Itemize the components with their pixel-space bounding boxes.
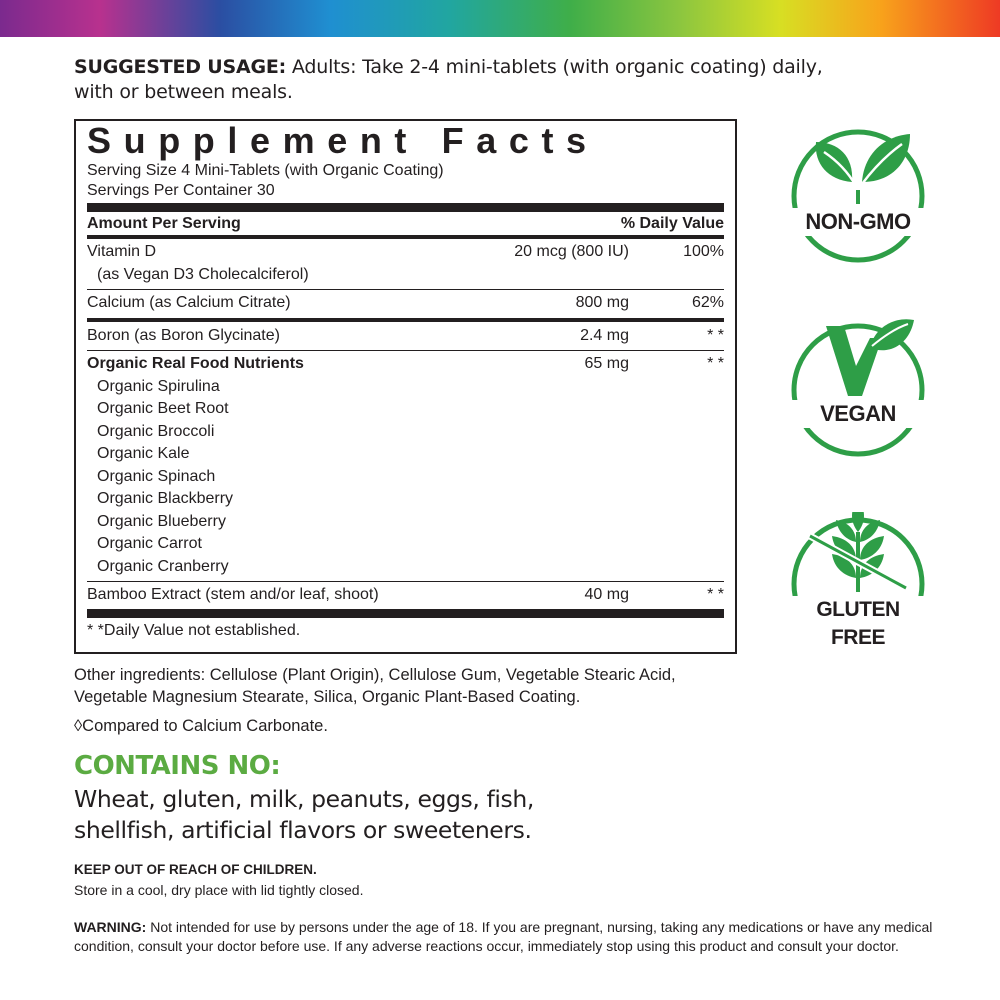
organic-item: Organic Beet Root <box>97 400 229 417</box>
organic-item: Organic Broccoli <box>97 422 215 440</box>
suggested-usage-text: Adults: Take 2-4 mini-tablets (with organic coating) daily, with or between meals. <box>74 56 823 103</box>
organic-item: Organic Spinach <box>97 467 216 485</box>
nutrient-amount: 800 mg <box>575 294 629 311</box>
amount-per-serving-header: Amount Per Serving <box>87 215 241 232</box>
nutrient-name: Vitamin D <box>87 243 157 260</box>
other-ingredients: Other ingredients: Cellulose (Plant Origin), Cellulose Gum, Vegetable Stearic Acid, Vegetable Magnesium Stearate, Silica, Organic Plant-Based Coating. <box>74 666 676 706</box>
gluten-free-badge <box>788 512 928 652</box>
organic-item: Organic Carrot <box>97 535 202 552</box>
organic-item: Organic Spirulina <box>97 377 220 395</box>
nutrient-subname: (as Vegan D3 Cholecalciferol) <box>97 265 309 283</box>
vegan-v-leaf-icon <box>788 318 928 458</box>
nutrient-row-boron <box>87 322 724 348</box>
nutrient-name: Boron (as Boron Glycinate) <box>87 326 280 344</box>
vegan-label: VEGAN <box>788 400 928 428</box>
serving-size: Serving Size 4 Mini-Tablets (with Organic Coating) <box>87 162 444 179</box>
nutrient-amount: 20 mcg (800 IU) <box>514 243 629 260</box>
storage-text: Store in a cool, dry place with lid tightly closed. <box>74 882 364 898</box>
servings-per-container: Servings Per Container 30 <box>87 182 275 199</box>
supplement-facts-panel <box>74 119 737 654</box>
organic-item: Organic Cranberry <box>97 557 229 575</box>
warning-label: WARNING: <box>74 919 147 935</box>
compared-note: ◊Compared to Calcium Carbonate. <box>74 717 328 735</box>
nutrient-dv: * * <box>707 586 724 603</box>
contains-no-text: Wheat, gluten, milk, peanuts, eggs, fish, shellfish, artificial flavors or sweeteners. <box>74 785 534 844</box>
daily-value-footnote: * *Daily Value not established. <box>87 621 301 639</box>
nutrient-amount: 65 mg <box>584 355 629 372</box>
keep-out-heading: KEEP OUT OF REACH OF CHILDREN. <box>74 862 317 877</box>
organic-item: Organic Kale <box>97 445 190 462</box>
nutrient-row-organic <box>87 351 724 578</box>
vegan-badge <box>788 318 928 458</box>
nutrient-amount: 40 mg <box>584 586 629 603</box>
nutrient-row-bamboo <box>87 582 724 607</box>
thick-divider <box>87 609 724 618</box>
nutrient-dv: * * <box>707 355 724 372</box>
nutrient-dv: 100% <box>683 243 724 260</box>
nutrient-amount: 2.4 mg <box>580 326 629 344</box>
non-gmo-label: NON-GMO <box>788 208 928 236</box>
facts-header-row <box>87 212 724 235</box>
nutrient-dv: 62% <box>691 294 724 311</box>
suggested-usage-label: SUGGESTED USAGE: <box>74 56 287 78</box>
organic-item: Organic Blackberry <box>97 490 234 507</box>
suggested-usage <box>74 55 854 105</box>
gluten-free-label: GLUTEN FREE <box>788 596 928 652</box>
non-gmo-badge <box>788 124 928 264</box>
nutrient-row-vitamin-d <box>87 239 724 286</box>
rainbow-banner <box>0 0 1000 37</box>
organic-item: Organic Blueberry <box>97 512 226 530</box>
daily-value-header: % Daily Value <box>620 215 724 232</box>
leaves-icon <box>788 124 928 264</box>
nutrient-name: Organic Real Food Nutrients <box>87 355 304 372</box>
nutrient-dv: * * <box>707 326 724 344</box>
warning-text: Not intended for use by persons under the age of 18. If you are pregnant, nursing, taking any medications or have any medical condition, consult your doctor before use. If any adverse reactions occur, immediately stop using this product and consult your doctor. <box>74 919 933 954</box>
nutrient-row-calcium <box>87 290 724 315</box>
contains-no-heading: CONTAINS NO: <box>74 751 281 781</box>
warning <box>74 918 934 955</box>
thick-divider <box>87 203 724 212</box>
nutrient-name: Calcium (as Calcium Citrate) <box>87 294 291 311</box>
nutrient-name: Bamboo Extract (stem and/or leaf, shoot) <box>87 586 379 603</box>
supplement-facts-title: Supplement Facts <box>87 120 599 161</box>
